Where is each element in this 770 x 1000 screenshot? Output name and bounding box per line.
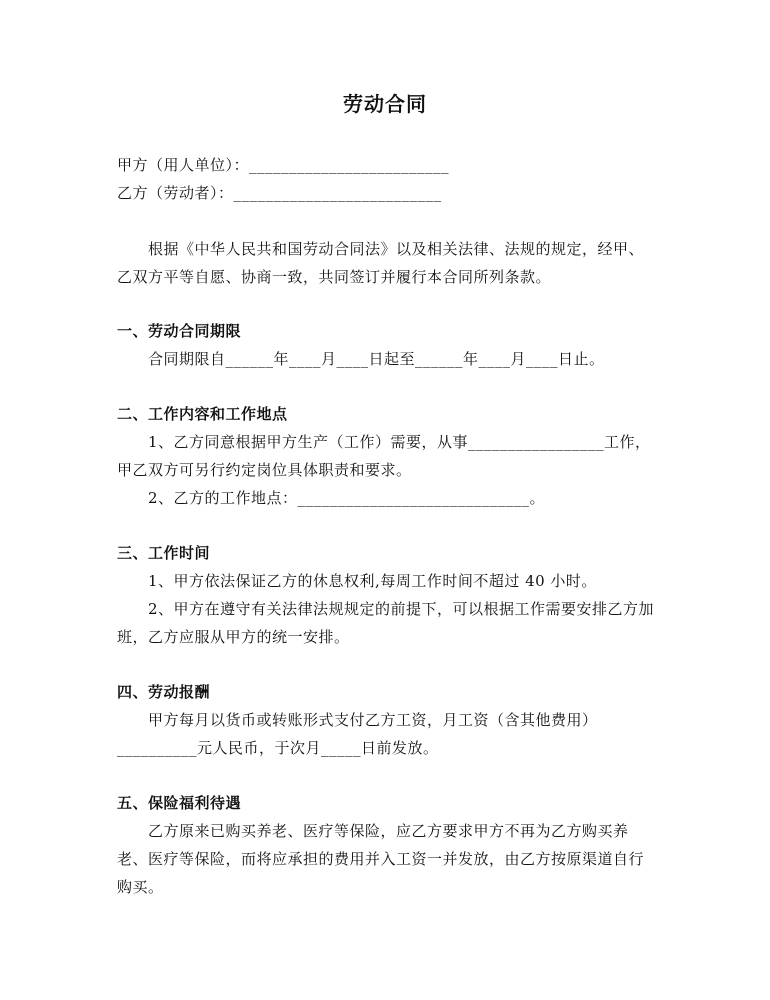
section-line: 购买。 [117,878,164,896]
preamble-line: 根据《中华人民共和国劳动合同法》以及相关法律、法规的规定，经甲、 [148,240,645,258]
section-line: 班，乙方应服从甲方的统一安排。 [117,628,350,646]
section-line: 甲方每月以货币或转账形式支付乙方工资，月工资（含其他费用） [148,711,598,729]
section-line: __________元人民币，于次月_____日前发放。 [117,739,439,757]
section-line: 老、医疗等保险，而将应承担的费用并入工资一并发放，由乙方按原渠道自行 [117,850,645,868]
section-heading: 三、工作时间 [117,544,211,562]
section-line: 甲乙双方可另行约定岗位具体职责和要求。 [117,461,412,479]
section-line: 1、乙方同意根据甲方生产（工作）需要，从事_________________工作， [148,433,651,451]
section-heading: 五、保险福利待遇 [117,794,242,812]
section-line: 1、甲方依法保证乙方的休息权利,每周工作时间不超过 40 小时。 [148,572,597,590]
section-line: 合同期限自______年____月____日起至______年____月____日止。 [148,350,605,368]
section-heading: 四、劳动报酬 [117,683,211,701]
document-title: 劳动合同 [343,92,427,116]
section-line: 2、乙方的工作地点：_____________________________。 [148,489,546,507]
party-a-line: 甲方（用人单位）：_________________________ [117,156,450,174]
section-heading: 二、工作内容和工作地点 [117,405,288,423]
party-b-line: 乙方（劳动者）：__________________________ [117,184,442,202]
preamble-line: 乙双方平等自愿、协商一致，共同签订并履行本合同所列条款。 [117,268,552,286]
section-line: 乙方原来已购买养老、医疗等保险，应乙方要求甲方不再为乙方购买养 [148,822,629,840]
section-heading: 一、劳动合同期限 [117,322,242,340]
section-line: 2、甲方在遵守有关法律法规规定的前提下，可以根据工作需要安排乙方加 [148,600,655,618]
